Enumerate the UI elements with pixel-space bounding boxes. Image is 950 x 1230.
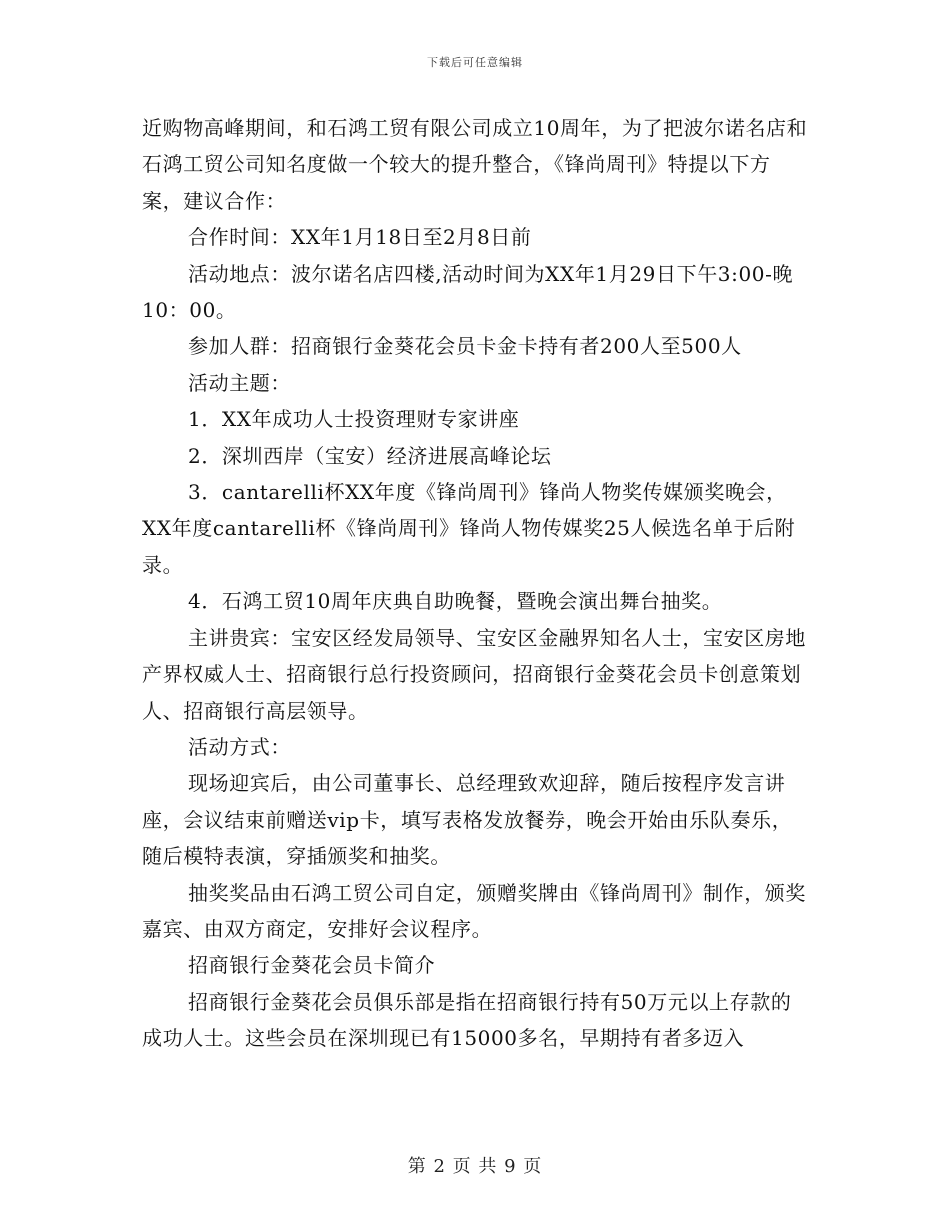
paragraph-theme-item-4: 4．石鸿工贸10周年庆典自助晚餐，暨晚会演出舞台抽奖。	[188, 589, 723, 614]
paragraph-card-intro: 招商银行金葵花会员俱乐部是指在招商银行持有50万元以上存款的成功人士。这些会员在深圳现已有15000多名，早期持有者多迈入	[142, 989, 792, 1051]
paragraph-card-intro-heading: 招商银行金葵花会员卡简介	[188, 953, 436, 978]
paragraph-participants: 参加人群：招商银行金葵花会员卡金卡持有者200人至500人	[188, 334, 742, 359]
paragraph-theme-item-3: 3．cantarelli杯XX年度《锋尚周刊》锋尚人物奖传媒颁奖晚会，XX年度cantarelli杯《锋尚周刊》锋尚人物传媒奖25人候选名单于后附录。	[142, 480, 796, 577]
paragraph-prizes: 抽奖奖品由石鸿工贸公司自定，颁赠奖牌由《锋尚周刊》制作，颁奖嘉宾、由双方商定，安排好会议程序。	[142, 880, 806, 941]
paragraph-guests: 主讲贵宾：宝安区经发局领导、宝安区金融界知名人士，宝安区房地产界权威人士、招商银行总行投资顾问，招商银行金葵花会员卡创意策划人、招商银行高层领导。	[142, 625, 806, 723]
paragraph-theme-item-2: 2．深圳西岸（宝安）经济进展高峰论坛	[188, 443, 552, 468]
page-header: 下载后可任意编辑	[427, 56, 523, 69]
document-body	[142, 110, 810, 1057]
paragraph-venue: 活动地点：波尔诺名店四楼,活动时间为XX年1月29日下午3:00-晚10：00。	[142, 261, 794, 323]
paragraph-intro: 近购物高峰期间，和石鸿工贸有限公司成立10周年，为了把波尔诺名店和石鸿工贸公司知名度做一个较大的提升整合，《锋尚周刊》特提以下方案，建议合作：	[142, 116, 808, 213]
page-footer: 第 2 页 共 9 页	[407, 1156, 543, 1177]
paragraph-cooperation-time: 合作时间：XX年1月18日至2月8日前	[188, 225, 532, 250]
paragraph-theme-item-1: 1．XX年成功人士投资理财专家讲座	[188, 407, 520, 432]
paragraph-method-heading: 活动方式：	[188, 734, 291, 759]
paragraph-method-detail: 现场迎宾后，由公司董事长、总经理致欢迎辞，随后按程序发言讲座，会议结束前赠送vip卡，填写表格发放餐券，晚会开始由乐队奏乐，随后模特表演，穿插颁奖和抽奖。	[142, 771, 793, 869]
paragraph-theme-heading: 活动主题：	[188, 370, 291, 395]
